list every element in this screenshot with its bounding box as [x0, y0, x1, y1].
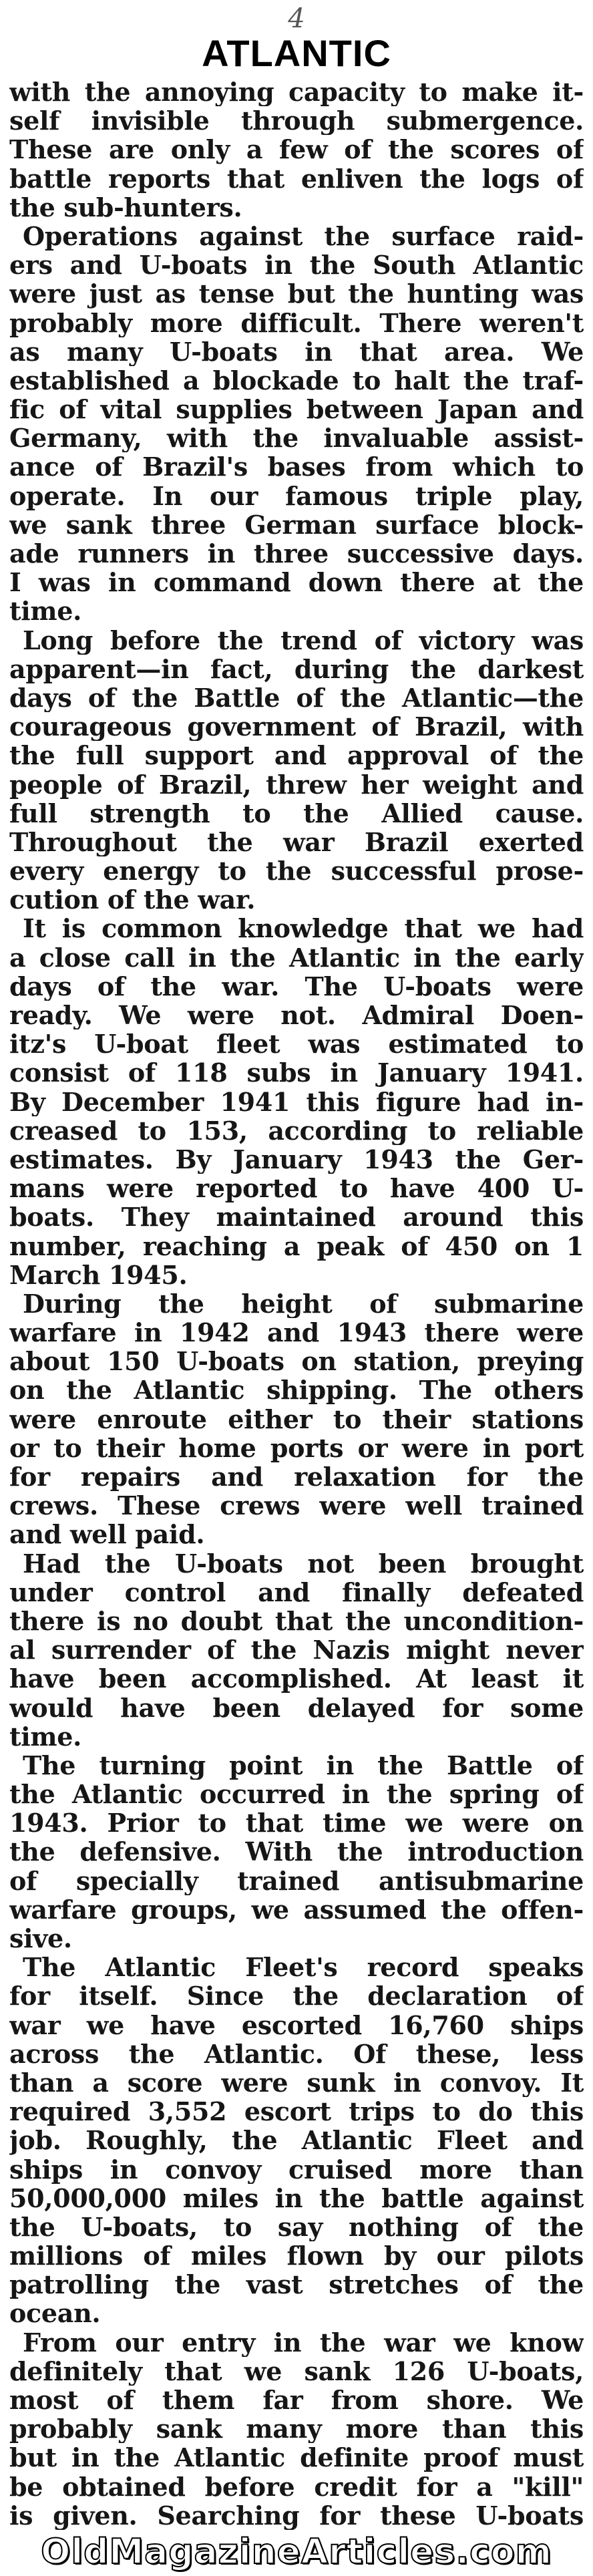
text-line: time.: [9, 1722, 82, 1751]
text-line: warfare in 1942 and 1943 there were: [9, 1318, 584, 1347]
text-line: ocean.: [9, 2299, 101, 2328]
text-line: days of the Battle of the Atlantic—the: [9, 683, 584, 713]
text-line: ready. We were not. Admiral Doen-: [9, 1001, 584, 1030]
text-line: Operations against the surface raid-: [23, 221, 584, 251]
text-line: March 1945.: [9, 1260, 188, 1289]
text-line: creased to 153, according to reliable: [9, 1116, 584, 1145]
text-line: full strength to the Allied cause.: [9, 798, 584, 828]
text-line: apparent—in fact, during the darkest: [9, 654, 584, 683]
text-line: time.: [9, 597, 82, 626]
text-line: battle reports that enliven the logs of: [9, 164, 584, 193]
text-line: courageous government of Brazil, with: [9, 712, 584, 742]
watermark-footer: OldMagazineArticles.com: [41, 2532, 552, 2572]
text-line: about 150 U-boats on station, preying: [9, 1347, 584, 1376]
text-line: sive.: [9, 1924, 72, 1953]
text-line: Had the U-boats not been brought: [23, 1549, 584, 1578]
text-line: or to their home ports or were in port: [9, 1433, 584, 1462]
text-line: I was in command down there at the: [9, 568, 584, 597]
text-line: millions of miles flown by our pilots: [9, 2241, 584, 2271]
page-number: 4: [288, 3, 305, 34]
text-line: for repairs and relaxation for the: [9, 1462, 584, 1492]
text-line: operate. In our famous triple play,: [9, 481, 584, 510]
text-line: there is no doubt that the uncondition-: [9, 1606, 584, 1636]
text-line: Throughout the war Brazil exerted: [9, 827, 584, 857]
text-line: ships in convoy cruised more than: [9, 2154, 584, 2184]
text-line: ade runners in three successive days.: [9, 539, 584, 569]
text-line: The turning point in the Battle of: [23, 1750, 584, 1780]
text-line: we sank three German surface block-: [9, 510, 584, 539]
section-title: ATLANTIC: [202, 32, 391, 74]
text-line: ers and U-boats in the South Atlantic: [9, 251, 584, 280]
text-line: be obtained before credit for a "kill": [9, 2472, 584, 2501]
text-line: boats. They maintained around this: [9, 1202, 584, 1232]
text-line: a close call in the Atlantic in the early: [9, 943, 584, 972]
text-line: but in the Atlantic definite proof must: [9, 2443, 584, 2472]
text-line: It is common knowledge that we had: [23, 914, 584, 943]
text-line: is given. Searching for these U-boats: [9, 2501, 584, 2530]
text-line: people of Brazil, threw her weight and: [9, 770, 584, 799]
text-line: the Atlantic occurred in the spring of: [9, 1780, 584, 1809]
text-line: patrolling the vast stretches of the: [9, 2270, 584, 2299]
text-line: probably sank many more than this: [9, 2414, 584, 2444]
text-line: self invisible through submergence.: [9, 106, 584, 136]
text-line: were enroute either to their stations: [9, 1404, 584, 1434]
text-line: most of them far from shore. We: [9, 2386, 584, 2415]
text-line: itz's U-boat fleet was estimated to: [9, 1029, 584, 1059]
text-line: have been accomplished. At least it: [9, 1664, 584, 1694]
text-line: These are only a few of the scores of: [9, 135, 584, 164]
text-line: job. Roughly, the Atlantic Fleet and: [9, 2126, 584, 2155]
text-line: definitely that we sank 126 U-boats,: [9, 2356, 584, 2386]
text-line: 50,000,000 miles in the battle against: [9, 2183, 584, 2213]
text-line: were just as tense but the hunting was: [9, 279, 584, 309]
text-line: fic of vital supplies between Japan and: [9, 395, 584, 424]
text-line: as many U-boats in that area. We: [9, 337, 584, 366]
text-line: the full support and approval of the: [9, 741, 584, 770]
text-line: of specially trained antisubmarine: [9, 1866, 584, 1895]
text-line: Germany, with the invaluable assist-: [9, 424, 584, 453]
text-line: days of the war. The U-boats were: [9, 971, 584, 1001]
text-line: war we have escorted 16,760 ships: [9, 2010, 584, 2040]
text-line: During the height of submarine: [23, 1289, 584, 1319]
text-line: on the Atlantic shipping. The others: [9, 1376, 584, 1405]
text-line: required 3,552 escort trips to do this: [9, 2097, 584, 2126]
text-line: warfare groups, we assumed the offen-: [9, 1895, 584, 1924]
text-line: crews. These crews were well trained: [9, 1491, 584, 1520]
text-line: the sub-hunters.: [9, 192, 242, 222]
text-line: From our entry in the war we know: [23, 2327, 584, 2357]
text-line: established a blockade to halt the traf-: [9, 365, 584, 395]
text-line: probably more difficult. There weren't: [9, 308, 584, 337]
text-line: cution of the war.: [9, 885, 256, 915]
text-line: 1943. Prior to that time we were on: [9, 1808, 584, 1838]
text-line: the U-boats, to say nothing of the: [9, 2212, 584, 2242]
text-line: By December 1941 this figure had in-: [9, 1087, 584, 1116]
text-line: would have been delayed for some: [9, 1693, 584, 1722]
text-line: estimates. By January 1943 the Ger-: [9, 1144, 584, 1174]
article-body: [9, 77, 584, 2530]
text-line: consist of 118 subs in January 1941.: [9, 1058, 584, 1088]
text-line: The Atlantic Fleet's record speaks: [23, 1953, 584, 1982]
text-line: with the annoying capacity to make it-: [9, 77, 584, 107]
text-line: every energy to the successful prose-: [9, 856, 584, 886]
text-line: the defensive. With the introduction: [9, 1837, 584, 1867]
text-line: number, reaching a peak of 450 on 1: [9, 1231, 584, 1261]
text-line: under control and finally defeated: [9, 1577, 584, 1607]
text-line: across the Atlantic. Of these, less: [9, 2039, 584, 2068]
text-line: mans were reported to have 400 U-: [9, 1174, 584, 1203]
text-line: al surrender of the Nazis might never: [9, 1635, 584, 1665]
text-line: Long before the trend of victory was: [23, 625, 584, 655]
text-line: ance of Brazil's bases from which to: [9, 452, 584, 482]
text-line: for itself. Since the declaration of: [9, 1981, 584, 2011]
text-line: than a score were sunk in convoy. It: [9, 2068, 584, 2098]
text-line: and well paid.: [9, 1520, 205, 1549]
